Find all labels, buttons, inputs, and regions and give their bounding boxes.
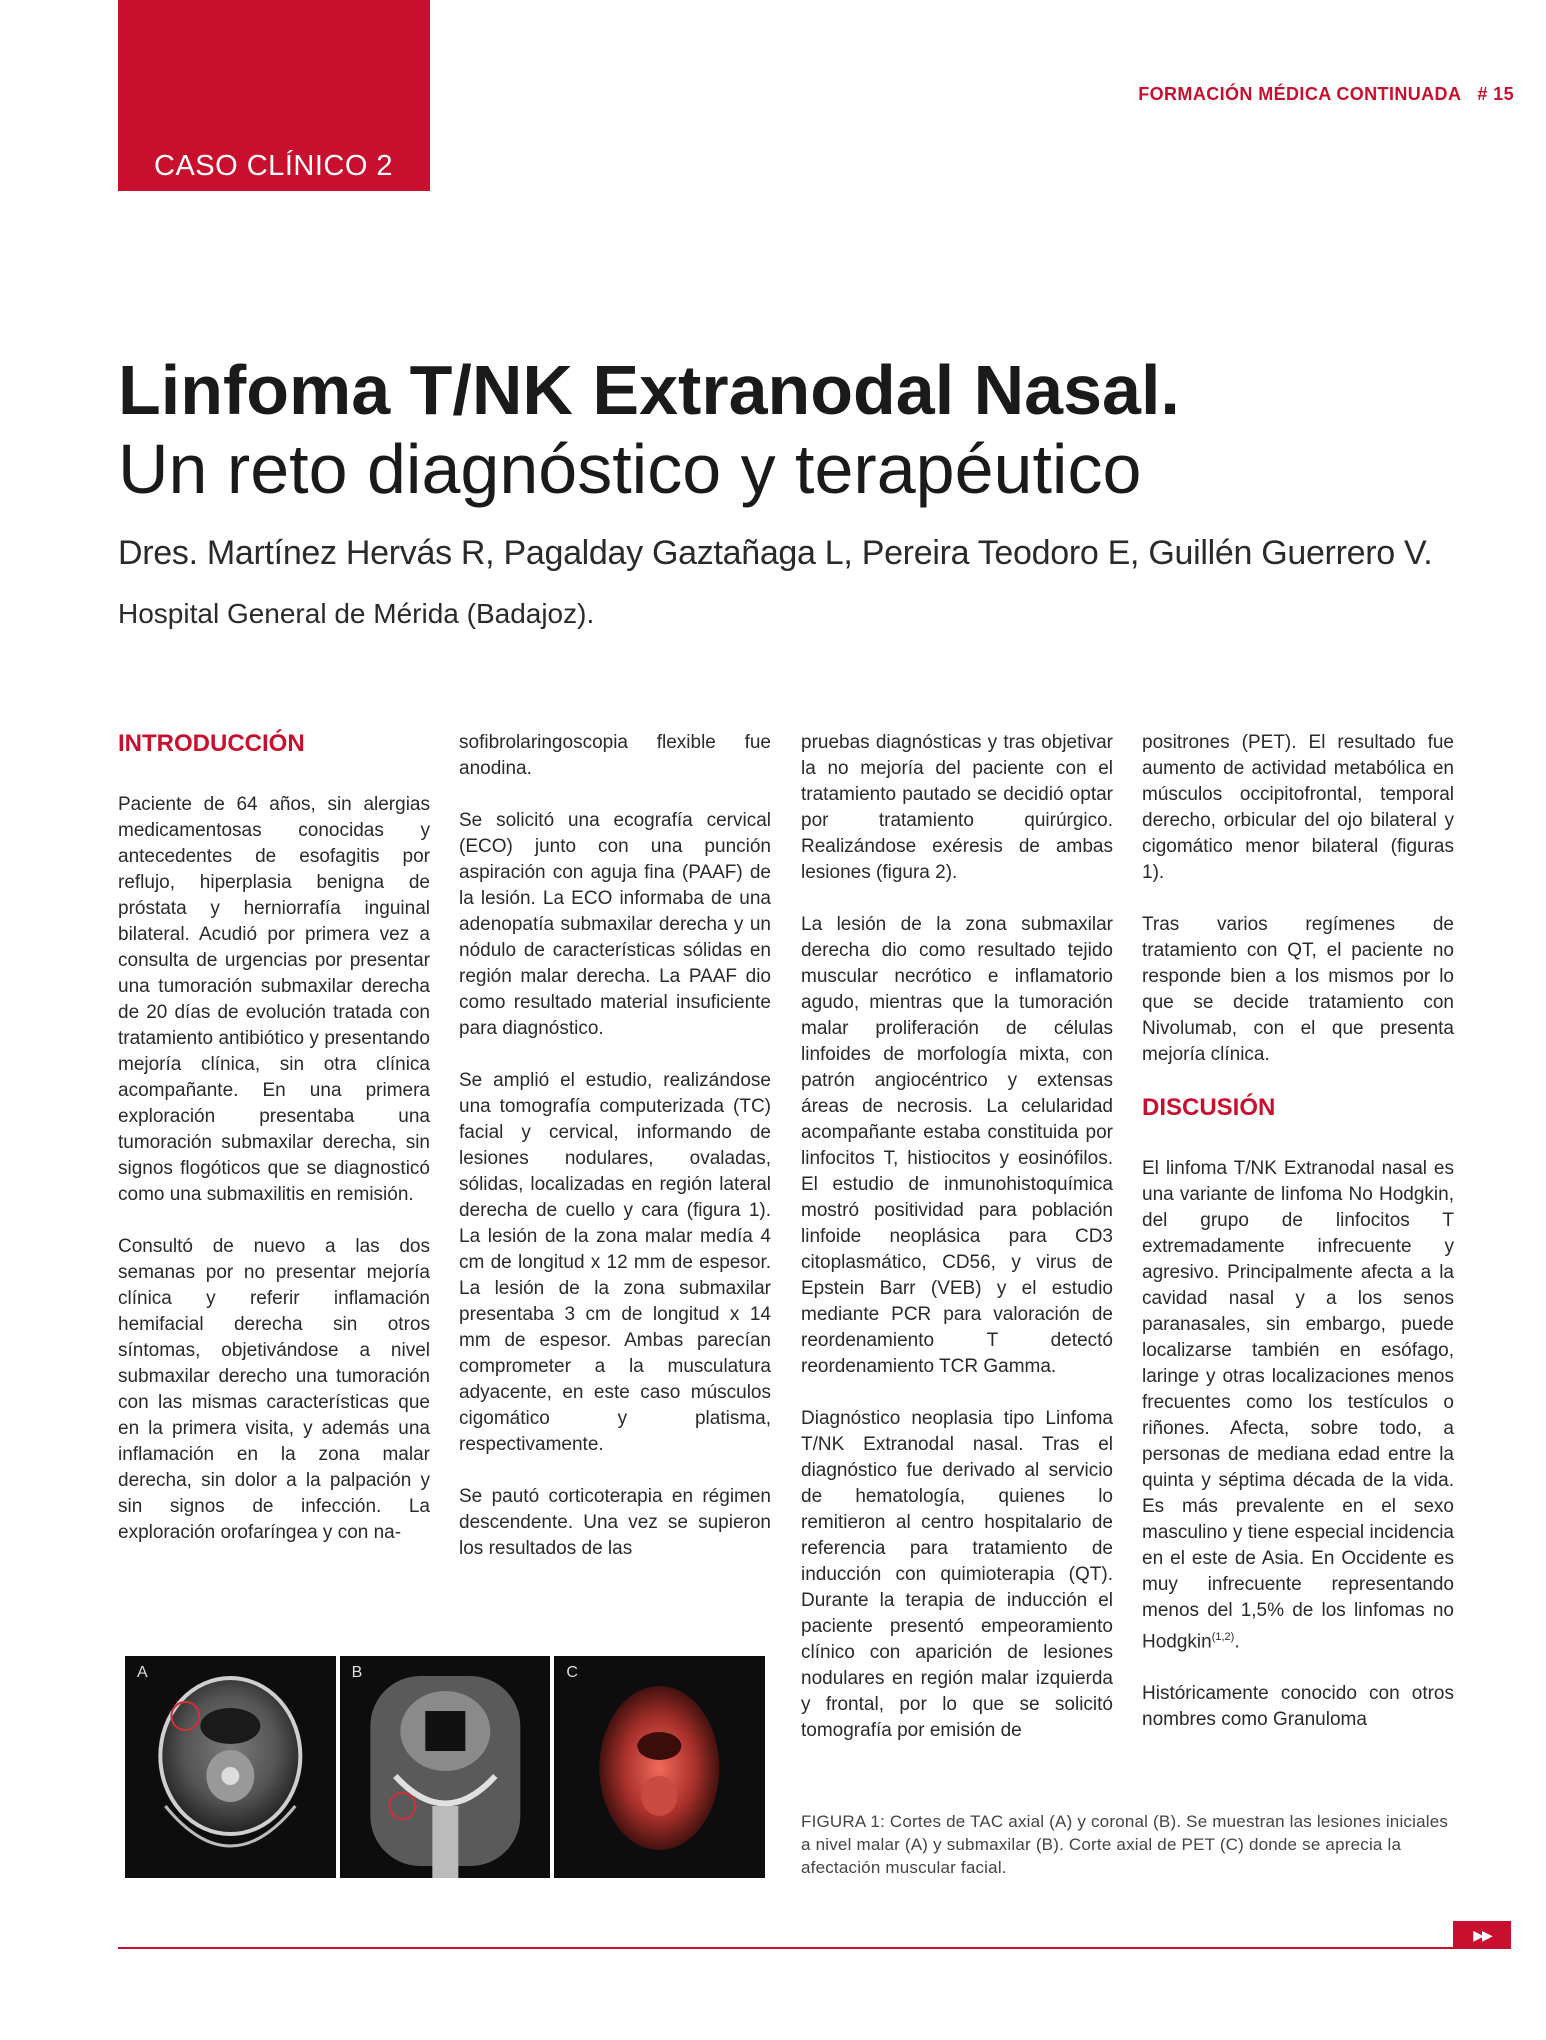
page-number: # 15 bbox=[1477, 84, 1514, 104]
affiliation: Hospital General de Mérida (Badajoz). bbox=[118, 598, 595, 629]
figure-panel-b bbox=[340, 1656, 555, 1878]
column-3 bbox=[801, 730, 1113, 1770]
paragraph bbox=[1142, 1156, 1454, 1655]
paragraph: Consultó de nuevo a las dos semanas por no presentar mejoría clínica y referir inflamación hemifacial derecha sin otros síntomas, objetivándose a nivel submaxilar derecho una tumoración con las mismas características que en la primera visita, y además una inflamación en la zona malar derecha, sin dolor a la palpación y sin signos de infección. La exploración orofaríngea y con na- bbox=[118, 1236, 430, 1543]
paragraph: Se pautó corticoterapia en régimen descendente. Una vez se supieron los resultados de las bbox=[459, 1486, 771, 1559]
column-4 bbox=[1142, 730, 1454, 1759]
paragraph: positrones (PET). El resultado fue aumento de actividad metabólica en músculos occipitofrontal, temporal derecho, orbicular del ojo bilateral y cigomático menor bilateral (figuras 1). bbox=[1142, 732, 1454, 883]
panel-label: B bbox=[351, 1664, 363, 1681]
figure-1 bbox=[125, 1656, 765, 1878]
title-line-1: Linfoma T/NK Extranodal Nasal. bbox=[118, 351, 1180, 429]
paragraph: La lesión de la zona submaxilar derecha dio como resultado tejido muscular necrótico e inflamatorio agudo, mientras que la tumoración malar proliferación de células linfoides de morfología mixta, con patrón angiocéntrico y extensas áreas de necrosis. La celularidad acompañante estaba constituida por linfocitos T, histiocitos y eosinófilos. El estudio de inmunohistoquímica mostró positividad para población linfoide neoplásica para CD3 citoplasmático, CD56, y virus de Epstein Barr (VEB) y el estudio mediante PCR para valoración de reordenamiento T detectó reordenamiento TCR Gamma. bbox=[801, 914, 1113, 1377]
citation-ref: (1,2) bbox=[1211, 1631, 1235, 1643]
figure-panel-a bbox=[125, 1656, 340, 1878]
paragraph: pruebas diagnósticas y tras objetivar la no mejoría del paciente con el tratamiento pautado se decidió optar por tratamiento quirúrgico. Realizándose exéresis de ambas lesiones (figura 2). bbox=[801, 732, 1113, 883]
running-head-title: FORMACIÓN MÉDICA CONTINUADA bbox=[1138, 84, 1462, 104]
paragraph: Históricamente conocido con otros nombres como Granuloma bbox=[1142, 1683, 1454, 1731]
figure-caption: FIGURA 1: Cortes de TAC axial (A) y coronal (B). Se muestran las lesiones iniciales a nivel malar (A) y submaxilar (B). Corte axial de PET (C) donde se aprecia la afectación muscular facial. bbox=[801, 1812, 1449, 1877]
column-2 bbox=[459, 730, 771, 1588]
paragraph: sofibrolaringoscopia flexible fue anodina. bbox=[459, 732, 771, 779]
paragraph-end: . bbox=[1234, 1631, 1240, 1653]
panel-label: C bbox=[566, 1664, 578, 1681]
figure-panel-c bbox=[554, 1656, 765, 1878]
section-banner bbox=[118, 0, 430, 191]
section-label: CASO CLÍNICO 2 bbox=[154, 150, 394, 182]
article-title bbox=[118, 350, 1498, 508]
paragraph: Paciente de 64 años, sin alergias medicamentosas conocidas y antecedentes de esofagitis por reflujo, hiperplasia benigna de próstata y herniorrafía inguinal bilateral. Acudió por primera vez a consulta de urgencias por presentar una tumoración submaxilar derecha de 20 días de evolución tratada con tratamiento antibiótico y presentando mejoría clínica, sin otra clínica acompañante. En una primera exploración presentaba una tumoración submaxilar derecha, sin signos flogóticos que se diagnosticó como una submaxilitis en remisión. bbox=[118, 794, 430, 1205]
heading-introduccion: INTRODUCCIÓN bbox=[118, 730, 305, 757]
panel-label: A bbox=[137, 1664, 148, 1681]
ct-coronal-image bbox=[340, 1656, 551, 1878]
paragraph: Tras varios regímenes de tratamiento con QT, el paciente no responde bien a los mismos por lo que se decide tratamiento con Nivolumab, con el que presenta mejoría clínica. bbox=[1142, 914, 1454, 1065]
pet-axial-image bbox=[554, 1656, 765, 1878]
fast-forward-icon[interactable]: ▶▶ bbox=[1453, 1921, 1511, 1949]
paragraph: Diagnóstico neoplasia tipo Linfoma T/NK Extranodal nasal. Tras el diagnóstico fue derivado al servicio de hematología, quienes lo remitieron al centro hospitalario de referencia para tratamiento de inducción con quimioterapia (QT). Durante la terapia de inducción el paciente presentó empeoramiento clínico con aparición de lesiones nodulares en región malar izquierda y frontal, por lo que se solicitó tomografía por emisión de bbox=[801, 1408, 1113, 1741]
paragraph: Se amplió el estudio, realizándose una tomografía computerizada (TC) facial y cervical, informando de lesiones nodulares, ovaladas, sólidas, localizadas en región lateral derecha de cuello y cara (figura 1). La lesión de la zona malar medía 4 cm de longitud x 12 mm de espesor. La lesión de la zona submaxilar presentaba 3 cm de longitud x 14 mm de espesor. Ambas parecían comprometer a la musculatura adyacente, en este caso músculos cigomático y platisma, respectivamente. bbox=[459, 1070, 771, 1455]
footer-rule bbox=[118, 1947, 1453, 1949]
paragraph-text: El linfoma T/NK Extranodal nasal es una variante de linfoma No Hodgkin, del grupo de linfocitos T extremadamente infrecuente y agresivo. Principalmente afecta a la cavidad nasal y a los senos paranasales, sin embargo, puede localizarse también en esófago, laringe y otras localizaciones menos frecuentes como los testículos o riñones. Afecta, sobre todo, a personas de mediana edad entre la quinta y séptima década de la vida. Es más prevalente en el sexo masculino y tiene especial incidencia en el este de Asia. En Occidente es muy infrecuente representando menos del 1,5% de los linfomas no Hodgkin bbox=[1142, 1158, 1454, 1653]
paragraph: Se solicitó una ecografía cervical (ECO) junto con una punción aspiración con aguja fina (PAAF) de la lesión. La ECO informaba de una adenopatía submaxilar derecha y un nódulo de características sólidas en región malar derecha. La PAAF dio como resultado material insuficiente para diagnóstico. bbox=[459, 810, 771, 1039]
running-head bbox=[1138, 84, 1514, 105]
authors: Dres. Martínez Hervás R, Pagalday Gaztañaga L, Pereira Teodoro E, Guillén Guerrero V. bbox=[118, 534, 1433, 572]
title-line-2: Un reto diagnóstico y terapéutico bbox=[118, 430, 1142, 508]
heading-discusion: DISCUSIÓN bbox=[1142, 1094, 1276, 1121]
column-1 bbox=[118, 730, 430, 1572]
ct-axial-image bbox=[125, 1656, 336, 1878]
